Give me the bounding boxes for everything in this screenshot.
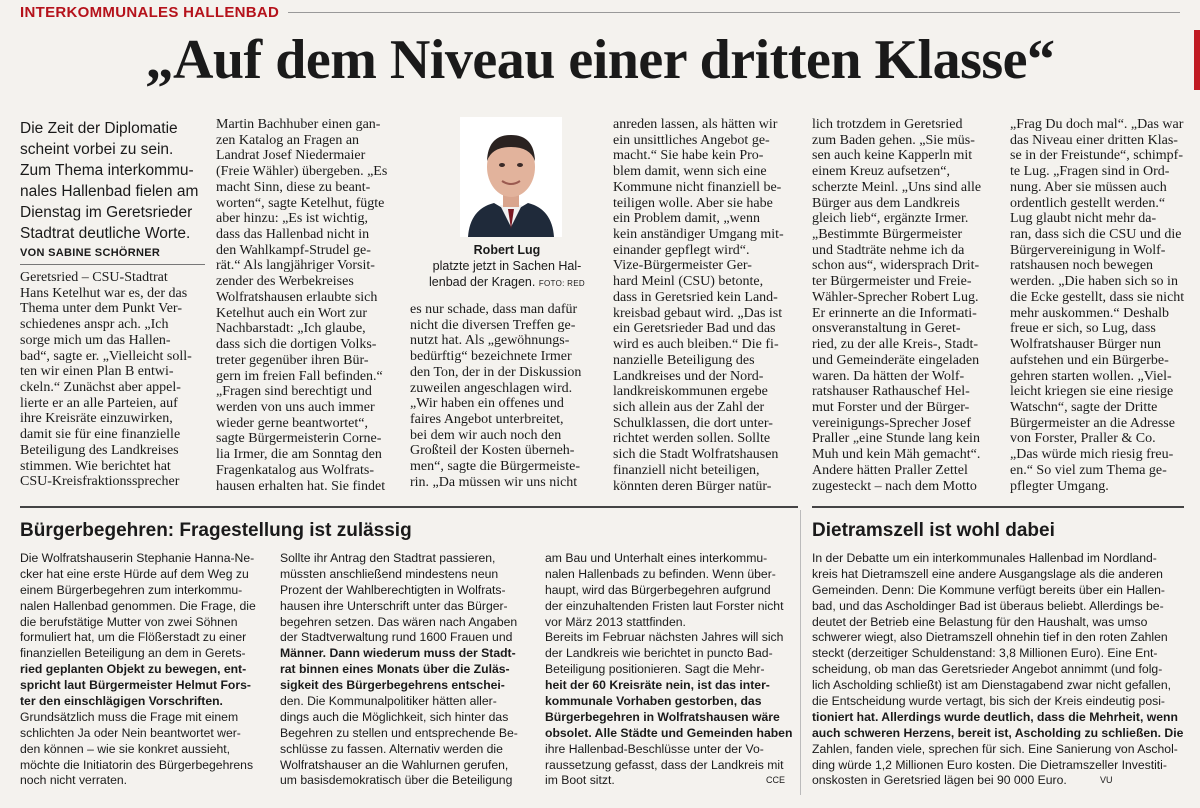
text-line: Martin Bachhuber einen gan- [216,117,381,132]
text-line: finanziell nicht beteiligen, [613,462,760,478]
text-line: scheint vorbei zu sein. [20,141,174,158]
text-line: nalen Hallenbad genommen. Die Frage, die [20,598,256,613]
text-line: Grundsätzlich muss die Frage mit einem [20,709,239,724]
box1-column-c [545,551,795,789]
text-line: Die Wolfratshauserin Stephanie Hanna-Ne- [20,551,255,565]
page-edge-tab [1194,30,1200,90]
box2-signature: VU [1100,775,1113,785]
text-line: Landkreises und der Nord- [613,368,764,384]
rubric-rule [288,12,1180,13]
text-line: werden. „Die haben sich so in [1010,274,1178,290]
text-line: heit der 60 Kreisräte nein, ist das inter- [545,678,770,693]
text-line: Bereits im Februar nächsten Jahres will sich [545,630,784,645]
text-line: „Bestimmte Bürgermeister [812,227,963,243]
text-line: sich die Stadt Wolfratshausen [613,447,779,463]
text-line: und Stadträte nehme ich da [812,242,965,258]
text-line: Er erinnerte an die Informati- [812,305,977,321]
text-line: aber hinzu: „Es ist wichtig, [216,211,369,227]
text-line: kein anständiger Umgang mit- [613,227,784,243]
text-line: scherzte Meinl. „Uns sind alle [812,179,982,195]
text-line: werden von uns auch immer [216,399,375,415]
text-line: mut Forster und der Bürger- [812,399,970,415]
text-line: landkreiskommunen ergebe [613,384,768,400]
text-line: gehren starten wollen. „Viel- [1010,368,1172,384]
text-line: Ketelhut auch ein Wort zur [216,305,368,321]
caption-line-1: platzte jetzt in Sachen Hal- [432,259,582,273]
text-line: der einzuhaltenden Fristen laut Forster nicht [545,598,784,613]
teaser [20,118,210,244]
text-line: lia Irmer, die am Sonntag den [216,447,382,463]
text-line: vor März 2013 stattfinden. [545,614,686,629]
text-line: Stadtrat deutliche Worte. [20,225,191,242]
text-line: den Ton, der in der Diskussion [410,364,582,380]
text-line: ihre Kreisräte einzuwirken, [20,411,173,427]
text-line: en.“ So viel zum Thema ge- [1010,462,1167,478]
text-line: der Landkreis wie berichtet in puncto Bad- [545,646,773,661]
text-line: damit sie für eine finanzielle [20,427,181,443]
text-line: einander gepflegt wird“. [613,242,750,258]
text-line: sigkeit des Bürgerbegehrens entschei- [280,678,505,693]
text-line: Kommune nicht finanziell be- [613,179,782,195]
text-line: „Fragen sind berechtigt und [216,384,372,400]
robert-lug-portrait [460,117,562,237]
text-line: ter den einschlägigen Vorschriften. [20,694,223,709]
text-line: bad, und das Ascholdinger Bad ist überaus beliebt. Allerdings be- [812,598,1164,613]
text-line: Wähler-Sprecher Robert Lug. [812,289,979,305]
text-line: dings auch die Möglichkeit, sich hinter das [280,709,509,724]
text-line: stimmen. Wie berichtet hat [20,458,171,474]
text-line: deutet der Betrieb eine Belastung für den Haushalt, was umso [812,614,1148,629]
rubric [20,4,1180,24]
text-line: Andere hätten Praller Zettel [812,462,968,478]
text-line: Fragenkatalog aus Wolfrats- [216,462,375,478]
text-line: Die Zeit der Diplomatie [20,120,178,137]
text-line: mehr auskommen.“ Deshalb [1010,305,1170,321]
photo-caption [407,242,607,292]
text-line: am Bau und Unterhalt eines interkommu- [545,551,768,565]
text-line: „Frag Du doch mal“. „Das war [1010,117,1184,132]
text-line: ckeln.“ Zunächst aber appel- [20,380,181,396]
text-line: CSU-Kreisfraktionssprecher [20,474,180,490]
text-line: Begehren zu stellen und entsprechende Be- [280,725,518,740]
text-line: Bürgermeister an die Adresse [1010,415,1175,431]
text-line: nung. Aber sie müssen auch [1010,179,1167,195]
text-line: im Boot sitzt. [545,773,615,788]
text-line: bedürftig“ bezeichnete Irmer [410,349,572,365]
text-line: Männer. Dann wiederum muss der Stadt- [280,646,516,661]
text-line: zender des Werbekreises [216,274,354,290]
text-line: rat binnen eines Monats über die Zuläs- [280,662,510,677]
caption-credit: FOTO: RED [538,279,585,288]
text-line: Lug glaubt nicht mehr da- [1010,211,1157,227]
text-line: dass das Hallenbad nicht in [216,227,370,243]
text-line: formuliert hat, um die Flößerstadt zu einer [20,630,247,645]
text-line: anreden lassen, als hätten wir [613,117,778,132]
caption-line-2: lenbad der Kragen. [429,275,536,289]
text-line: raussetzung gefasst, dass der Landkreis mit [545,757,784,772]
text-line: kreis hat Dietramszell eine andere Ausgangslage als die anderen [812,566,1163,581]
text-line: gern im freien Fall befinden.“ [216,368,383,384]
article-column-2 [216,117,401,494]
text-line: Gemeinden. Denn: Die Kommune verfügt bereits über ein Hallen- [812,582,1165,597]
text-line: kommunale Vorhaben gestorben, das [545,694,762,709]
text-line: schlüsse zu fassen. Alternativ werden die [280,741,503,756]
text-line: die Entscheidung wurde vertagt, bis sich der Kreis eindeutig posi- [812,694,1165,709]
text-line: Bürger aus dem Landkreis [812,195,960,211]
text-line: Nachbarstadt: „Ich glaube, [216,321,366,337]
text-line: zugesteckt – nach dem Motto [812,478,977,494]
text-line: wird es auch bleiben.“ Die fi- [613,337,779,353]
text-line: Geretsried – CSU-Stadtrat [20,270,168,285]
text-line: müssten anschließend mindestens neun [280,566,499,581]
text-line: spricht laut Bürgermeister Helmut Fors- [20,678,251,693]
text-line: vereinigungs-Sprecher Josef [812,415,972,431]
text-line: um basisdemokratisch über die Beteiligung [280,773,513,788]
text-line: den Wahlkampf-Strudel ge- [216,242,371,258]
text-line: steckt (derzeitiger Schuldenstand: 3,8 Millionen Euro). Eine Ent- [812,646,1158,661]
text-line: ordentlich gestellt werden.“ [1010,195,1166,211]
text-line: hausen ihre Unterschrift unter das Bürger- [280,598,508,613]
text-line: Schulklassen, die dort unter- [613,415,773,431]
text-line: bad“, sagte er. „Vielleicht soll- [20,348,192,364]
text-line: Beteiligung positionieren. Sagt die Mehr- [545,662,765,677]
text-line: einem Bürgerbegehren zum interkommu- [20,582,243,597]
text-line: den. Die Kommunalpolitiker hätten aller- [280,694,497,709]
text-line: In der Debatte um ein interkommunales Hallenbad im Nordland- [812,551,1157,565]
text-line: Zahlen, fanden viele, sprechen für sich. Eine Sanierung von Aschol- [812,741,1178,756]
text-line: schlichten Ja oder Nein beantwortet wer- [20,725,241,740]
text-line: Sollte ihr Antrag den Stadtrat passieren, [280,551,496,565]
text-line: gleich lieb“, ergänzte Irmer. [812,211,969,227]
text-line: Prozent der Wahlberechtigten in Wolfrats- [280,582,506,597]
box1-column-a [20,551,270,789]
text-line: treter gegenüber ihren Bür- [216,352,369,368]
text-line: rät.“ Als langjähriger Vorsit- [216,258,375,274]
text-line: lich Ascholding schließt) ist am Dienstagabend zwar nicht gefallen, [812,678,1172,693]
text-line: Dienstag im Geretsrieder [20,204,193,221]
text-line: wieder gerne beantwortet“, [216,415,368,431]
text-line: hard Meinl (CSU) betonte, [613,274,764,290]
text-line: (Freie Wähler) übergeben. „Es [216,164,388,180]
text-line: einem Kreuz aufsetzen“, [812,164,950,180]
text-line: und Gemeinderäte eingeladen [812,352,980,368]
text-line: waren. Da hätten der Wolf- [812,368,965,384]
text-line: es nur schade, dass man dafür [410,302,578,317]
text-line: ein unsittliches Angebot ge- [613,132,770,148]
box2-column [812,551,1187,789]
article-column-5 [1010,117,1195,494]
text-line: sen auch keine Kapperln mit [812,148,973,164]
text-line: pflegter Umgang. [1010,478,1109,494]
text-line: tioniert hat. Allerdings wurde deutlich, dass die Mehrheit, wenn [812,709,1178,724]
text-line: schon aus“, widersprach Drit- [812,258,980,274]
text-line: faires Angebot unterbreitet, [410,412,564,428]
text-line: zuweilen angeschlagen wird. [410,380,573,396]
text-line: Großteil der Kosten überneh- [410,443,575,459]
portrait-photo [460,117,562,237]
text-line: men“, sagte die Bürgermeiste- [410,459,581,475]
text-line: onskosten in Geretsried lägen bei 90 000 Euro. [812,773,1067,788]
text-line: ten wir einen Plan B entwi- [20,364,174,380]
text-line: nales Hallenbad fielen am [20,183,199,200]
text-line: dass sich die dortigen Volks- [216,337,377,353]
text-line: nutzt hat. Als „gewöhnungs- [410,333,570,349]
box-divider [800,510,801,795]
text-line: auch schweren Herzens, bereit ist, Ascholding zu schließen. Die [812,725,1184,740]
caption-name: Robert Lug [473,243,541,257]
text-line: Wolfratshauser Bürger nun [1010,337,1162,353]
box1-column-b [280,551,540,789]
text-line: Thema unter dem Punkt Ver- [20,301,182,317]
text-line: schwerer wiegt, also Dietramszell ohnehin tief in den roten Zahlen [812,630,1168,645]
text-line: zum Baden gehen. „Sie müs- [812,132,975,148]
text-line: nicht die diversen Treffen ge- [410,317,576,333]
text-line: von Forster, Praller & Co. [1010,431,1156,447]
text-line: Praller „eine Stunde lang kein [812,431,980,447]
box1-signature: CCE [766,775,786,785]
text-line: Zum Thema interkommu- [20,162,194,179]
text-line: scheidung, ob man das Geretsrieder Angebot annimmt (und folg- [812,662,1163,677]
text-line: die berufstätige Mutter von zwei Söhnen [20,614,238,629]
text-line: ter Bürgermeister und Freie- [812,274,972,290]
headline: „Auf dem Niveau einer dritten Klasse“ [145,29,1055,91]
article-column-4 [812,117,997,494]
text-line: Watschn“, sagte der Dritte [1010,399,1158,415]
text-line: leicht kriegen sie eine riesige [1010,384,1174,400]
text-line: nalen Hallenbads zu befinden. Wenn über- [545,566,776,581]
text-line: Bürgerbegehren in Wolfratshausen wäre [545,709,780,724]
text-line: nanzielle Beteiligung des [613,352,755,368]
text-line: bei dem wir auch noch den [410,427,562,443]
text-line: richtet werden sollen. Sollte [613,431,771,447]
text-line: teiligen wolle. Aber sie habe [613,195,773,211]
text-line: ding würde 1,2 Millionen Euro kosten. Die Dietramszeller Investiti- [812,757,1167,772]
text-line: rin. „Da müssen wir uns nicht [410,474,578,490]
text-line: Hans Ketelhut war es, der das [20,285,188,301]
text-line: „Wir haben ein offenes und [410,396,564,412]
text-line: Landrat Josef Niedermaier [216,148,366,164]
text-line: ein Problem damit, „wenn [613,211,760,227]
text-line: Beteiligung des Landkreises [20,442,179,458]
text-line: hausen erhalten hat. Sie findet [216,478,386,494]
text-line: se in der Freistunde“, schimpf- [1010,148,1184,164]
text-line: lich trotzdem in Geretsried [812,117,963,132]
text-line: cker hat eine erste Hürde auf dem Weg zu [20,566,249,581]
text-line: „Das würde mich riesig freu- [1010,447,1174,463]
text-line: aufstehen und ein Bürgerbe- [1010,352,1169,368]
text-line: möchte die Initiatorin des Bürgerbegehrens [20,757,254,772]
box2-top-rule [812,506,1184,508]
text-line: ratshausen noch bewegen [1010,258,1154,274]
text-line: noch nicht verraten. [20,773,128,788]
box1-title: Bürgerbegehren: Fragestellung ist zulässig [20,520,412,541]
text-line: sagte Bürgermeisterin Corne- [216,431,382,447]
text-line: te Lug. „Fragen sind in Ord- [1010,164,1170,180]
text-line: zen Katalog an Fragen an [216,132,360,148]
text-line: ratshauser Rathauschef Hel- [812,384,970,400]
text-line: ried geplanten Objekt zu bewegen, ent- [20,662,247,677]
article-column-1 [20,270,205,490]
text-line: macht Sinn, diese zu beant- [216,179,371,195]
text-line: Wolfratshauser an die Wahlurnen gerufen, [280,757,509,772]
text-line: begehren setzen. Das wären nach Angaben [280,614,518,629]
text-line: ihre Hallenbad-Beschlüsse unter der Vo- [545,741,764,756]
text-line: Bürgervereinigung in Wolf- [1010,242,1166,258]
text-line: könnten deren Bürger natür- [613,478,772,494]
text-line: Vize-Bürgermeister Ger- [613,258,752,274]
text-line: lierte er an alle Parteien, auf [20,395,178,411]
box1-top-rule [20,506,798,508]
text-line: den können – wie sie konkret aussieht, [20,741,231,756]
text-line: finanziellen Beteiligung an dem in Gerets- [20,646,246,661]
rubric-label: INTERKOMMUNALES HALLENBAD [20,4,280,21]
article-column-3 [613,117,798,494]
text-line: onsveranstaltung in Geret- [812,321,961,337]
text-line: ried, zu der alle Kreis-, Stadt- [812,337,978,353]
byline: VON SABINE SCHÖRNER [20,247,161,259]
text-line: schiedenes anspr ach. „Ich [20,317,169,333]
text-line: macht.“ Sie habe kein Pro- [613,148,764,164]
text-line: dass in Geretsried kein Land- [613,289,778,305]
text-line: obsolet. Alle Städte und Gemeinden haben [545,725,793,740]
text-line: freue er sich, so Lug, dass [1010,321,1156,337]
article-column-2b [410,302,600,491]
text-line: haupt, wird das Bürgerbegehren aufgrund [545,582,771,597]
text-line: worten“, sagte Ketelhut, fügte [216,195,385,211]
text-line: Muh und kein Mäh gemacht“. [812,447,981,463]
text-line: sorge mich um das Hallen- [20,332,171,348]
text-line: ran, dass sich die CSU und die [1010,227,1182,243]
text-line: der Stadtverwaltung rund 1600 Frauen und [280,630,513,645]
text-line: das Niveau einer dritten Klas- [1010,132,1178,148]
text-line: die Ecke gestellt, dass sie nicht [1010,289,1185,305]
text-line: Wolfratshausen erlaubte sich [216,289,378,305]
box2-title: Dietramszell ist wohl dabei [812,520,1055,541]
text-line: ein Geretsrieder Bad und das [613,321,776,337]
text-line: kreisbad gebaut wird. „Das ist [613,305,783,321]
byline-rule [20,264,205,265]
text-line: sich allein aus der Zahl der [613,399,765,415]
text-line: blem damit, wenn sich eine [613,164,767,180]
